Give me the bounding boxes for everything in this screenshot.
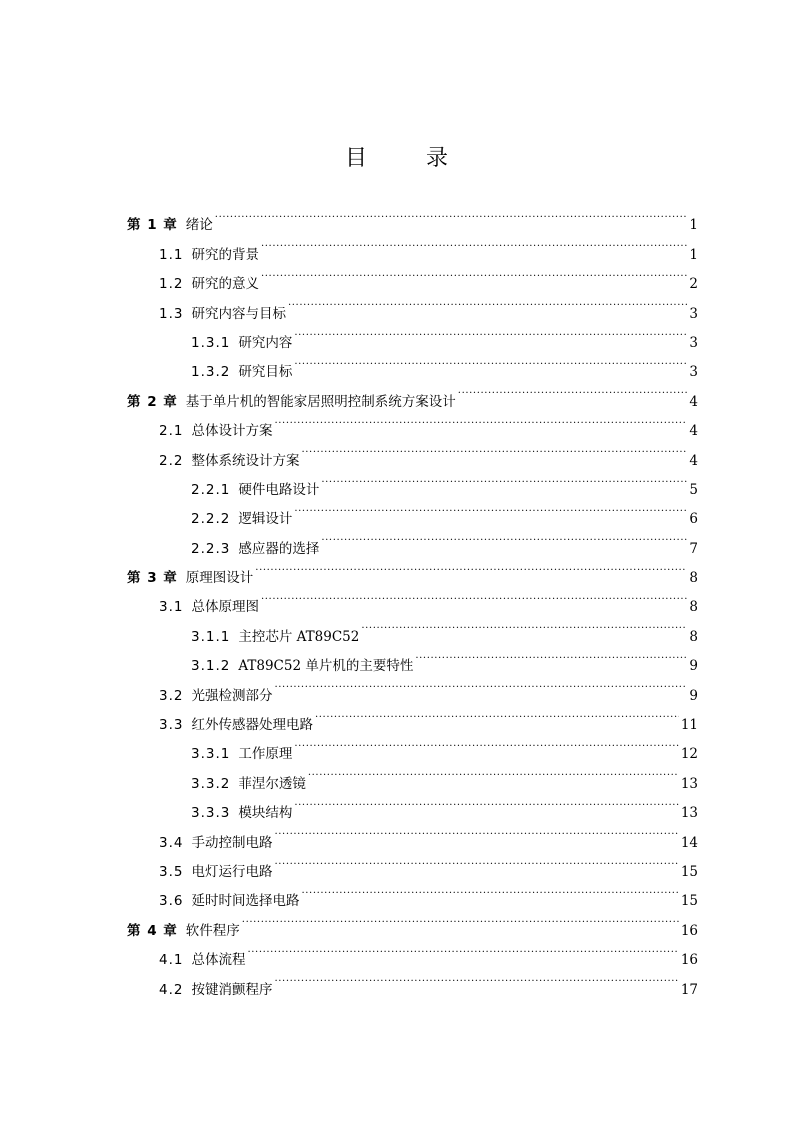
toc-entry-number: 1.2 xyxy=(159,276,184,293)
toc-entry-number: 2.2.3 xyxy=(191,540,231,557)
toc-entry-title: 红外传感器处理电路 xyxy=(191,717,313,734)
toc-dot-leader xyxy=(294,494,687,523)
toc-dot-leader xyxy=(261,229,687,258)
toc-entry-number: 3.1.1 xyxy=(191,628,231,645)
toc-entry-number: 3.6 xyxy=(159,893,184,910)
toc-entry-title: 光强检测部分 xyxy=(191,687,273,704)
toc-entry-title: 电灯运行电路 xyxy=(191,863,273,880)
toc-entry-title: 研究的背景 xyxy=(191,246,259,263)
toc-entry-page-number: 14 xyxy=(680,834,698,851)
toc-entry-title: 手动控制电路 xyxy=(191,834,273,851)
toc-entry-number: 3.3.3 xyxy=(191,805,231,822)
toc-entry-title: 总体原理图 xyxy=(191,599,259,616)
toc-entry-title: 总体设计方案 xyxy=(191,423,273,440)
toc-entry-number: 3.1 xyxy=(159,599,184,616)
toc-entry-number: 2.2.1 xyxy=(191,481,231,498)
toc-dot-leader xyxy=(255,553,687,582)
toc-entry-page-number: 1 xyxy=(689,217,698,234)
toc-dot-leader xyxy=(315,700,679,729)
toc-entry-page-number: 5 xyxy=(689,481,698,498)
toc-dot-leader xyxy=(288,288,687,317)
toc-dot-leader xyxy=(458,376,688,405)
toc-dot-leader xyxy=(242,905,679,934)
toc-entry-title: 研究内容与目标 xyxy=(191,305,286,322)
toc-entry-page-number: 2 xyxy=(689,276,698,293)
toc-entry-title: 模块结构 xyxy=(238,805,293,822)
toc-entry-number: 1.3.2 xyxy=(191,364,231,381)
toc-entry-title: 逻辑设计 xyxy=(238,511,293,528)
toc-dot-leader xyxy=(247,935,678,964)
toc-entry-number: 1.3.1 xyxy=(191,334,231,351)
toc-entry-page-number: 8 xyxy=(689,570,698,587)
toc-entry-page-number: 15 xyxy=(680,863,698,880)
toc-dot-leader xyxy=(261,582,687,611)
toc-entry-number: 2.1 xyxy=(159,423,184,440)
toc-entry-number: 3.3.1 xyxy=(191,746,231,763)
toc-dot-leader xyxy=(274,964,678,993)
toc-dot-leader xyxy=(308,758,679,787)
toc-entry-title: 工作原理 xyxy=(238,746,293,763)
toc-entry-page-number: 9 xyxy=(689,687,698,704)
toc-entry-title: 硬件电路设计 xyxy=(238,481,320,498)
toc-entry-title: 基于单片机的智能家居照明控制系统方案设计 xyxy=(185,393,456,410)
toc-entry-title: 原理图设计 xyxy=(185,570,254,587)
toc-entry-number: 2.2 xyxy=(159,452,184,469)
page-title: 目 录 xyxy=(345,146,474,171)
toc-entry-title: 研究的意义 xyxy=(191,276,259,293)
toc-entry-page-number: 13 xyxy=(680,805,698,822)
toc-entry-page-number: 3 xyxy=(689,364,698,381)
toc-entry-page-number: 8 xyxy=(689,628,698,645)
toc-entry-number: 3.3.2 xyxy=(191,775,231,792)
toc-entry-title: 总体流程 xyxy=(191,952,246,969)
toc-entry-number: 1.3 xyxy=(159,305,184,322)
toc-entry-page-number: 11 xyxy=(680,717,698,734)
toc-entry-number: 3.1.2 xyxy=(191,658,231,675)
toc-entry-page-number: 16 xyxy=(680,922,698,939)
toc-entry-page-number: 9 xyxy=(689,658,698,675)
toc-entry-page-number: 3 xyxy=(689,305,698,322)
toc-dot-leader xyxy=(361,611,687,640)
toc-dot-leader xyxy=(321,523,687,552)
toc-entry-number: 2.2.2 xyxy=(191,511,231,528)
toc-entry-number: 4.2 xyxy=(159,981,184,998)
toc-dot-leader xyxy=(301,435,687,464)
toc-entry-page-number: 17 xyxy=(680,981,698,998)
toc-dot-leader xyxy=(274,406,687,435)
toc-entry-page-number: 1 xyxy=(689,246,698,263)
toc-entry-page-number: 15 xyxy=(680,893,698,910)
toc-entry-title: 菲涅尔透镜 xyxy=(238,775,306,792)
toc-entry[interactable] xyxy=(127,200,698,234)
toc-dot-leader xyxy=(294,347,687,376)
toc-entry-title: 延时时间选择电路 xyxy=(191,893,300,910)
toc-entry-page-number: 8 xyxy=(689,599,698,616)
toc-entry-page-number: 6 xyxy=(689,511,698,528)
toc-dot-leader xyxy=(321,465,687,494)
toc-entry-title: 整体系统设计方案 xyxy=(191,452,300,469)
toc-entry-title: 主控芯片 AT89C52 xyxy=(238,628,360,645)
toc-dot-leader xyxy=(274,847,678,876)
toc-entry-number: 3.2 xyxy=(159,687,184,704)
toc-entry-title: 绪论 xyxy=(185,217,213,234)
toc-dot-leader xyxy=(274,670,687,699)
table-of-contents xyxy=(127,200,698,998)
toc-entry-page-number: 4 xyxy=(689,393,698,410)
toc-dot-leader xyxy=(261,259,687,288)
toc-entry-number: 3.3 xyxy=(159,717,184,734)
toc-entry-page-number: 16 xyxy=(680,952,698,969)
toc-entry-page-number: 4 xyxy=(689,423,698,440)
toc-dot-leader xyxy=(294,788,678,817)
toc-entry-title: 感应器的选择 xyxy=(238,540,320,557)
toc-entry-title: 按键消颤程序 xyxy=(191,981,273,998)
toc-dot-leader xyxy=(215,200,688,229)
toc-entry-title: 研究目标 xyxy=(238,364,293,381)
toc-entry-page-number: 12 xyxy=(680,746,698,763)
toc-entry-title: AT89C52 单片机的主要特性 xyxy=(238,658,414,675)
toc-entry-number: 第 4 章 xyxy=(127,922,178,939)
toc-entry-page-number: 3 xyxy=(689,334,698,351)
toc-entry-title: 研究内容 xyxy=(238,334,293,351)
toc-dot-leader xyxy=(294,318,687,347)
toc-entry-number: 第 2 章 xyxy=(127,393,178,410)
toc-entry-number: 4.1 xyxy=(159,952,184,969)
toc-entry-title: 软件程序 xyxy=(185,922,240,939)
toc-entry-number: 3.5 xyxy=(159,863,184,880)
toc-entry-number: 第 1 章 xyxy=(127,217,178,234)
toc-entry-page-number: 4 xyxy=(689,452,698,469)
toc-entry-page-number: 7 xyxy=(689,540,698,557)
toc-dot-leader xyxy=(274,817,678,846)
toc-entry-number: 3.4 xyxy=(159,834,184,851)
toc-dot-leader xyxy=(294,729,678,758)
toc-entry-number: 第 3 章 xyxy=(127,570,178,587)
toc-entry-page-number: 13 xyxy=(680,775,698,792)
toc-dot-leader xyxy=(301,876,678,905)
toc-dot-leader xyxy=(415,641,687,670)
toc-entry-number: 1.1 xyxy=(159,246,184,263)
